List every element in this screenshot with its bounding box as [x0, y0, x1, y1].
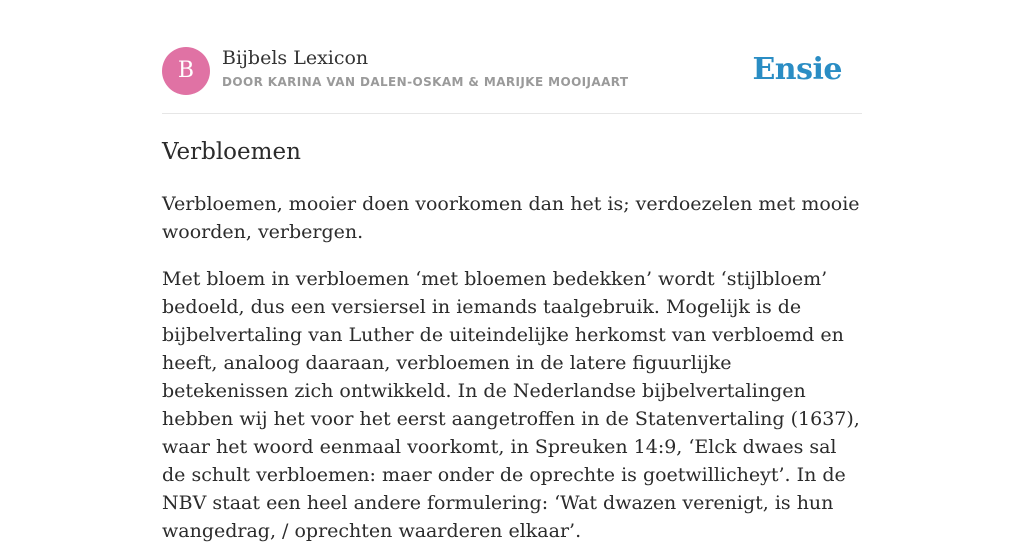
lexicon-avatar[interactable]: B [162, 47, 210, 95]
article-paragraph-definition: Verbloemen, mooier doen voorkomen dan het is; verdoezelen met mooie woorden, verbergen. [162, 193, 860, 243]
article [162, 136, 862, 545]
ensie-logo[interactable]: Ensie [752, 52, 842, 87]
article-paragraph-etymology: Met bloem in verbloemen ‘met bloemen bedekken’ wordt ‘stijlbloem’ bedoeld, dus een versiersel in iemands taalgebruik. Mogelijk is de bijbelvertaling van Luther de uiteindelijke herkomst van verbloemd en heeft, analoog daaraan, verbloemen in de latere figuurlijke betekenissen zich ontwikkeld. In de Nederlandse bijbelvertalingen hebben wij het voor het eerst aangetroffen in de Statenvertaling (1637), waar het woord eenmaal voorkomt, in Spreuken 14:9, ‘Elck dwaes sal de schult verbloemen: maer onder de oprechte is goetwillicheyt’. In de NBV staat een heel andere formulering: ‘Wat dwazen verenigt, is hun wangedrag, / oprechten waarderen elkaar’. [162, 268, 860, 542]
article-headword: Verbloemen [162, 139, 301, 165]
header-divider [162, 113, 862, 114]
lexicon-header [162, 46, 862, 96]
lexicon-authors: DOOR KARINA VAN DALEN-OSKAM & MARIJKE MOOIJAART [222, 75, 629, 89]
lexicon-title-link[interactable]: Bijbels Lexicon [222, 47, 369, 69]
